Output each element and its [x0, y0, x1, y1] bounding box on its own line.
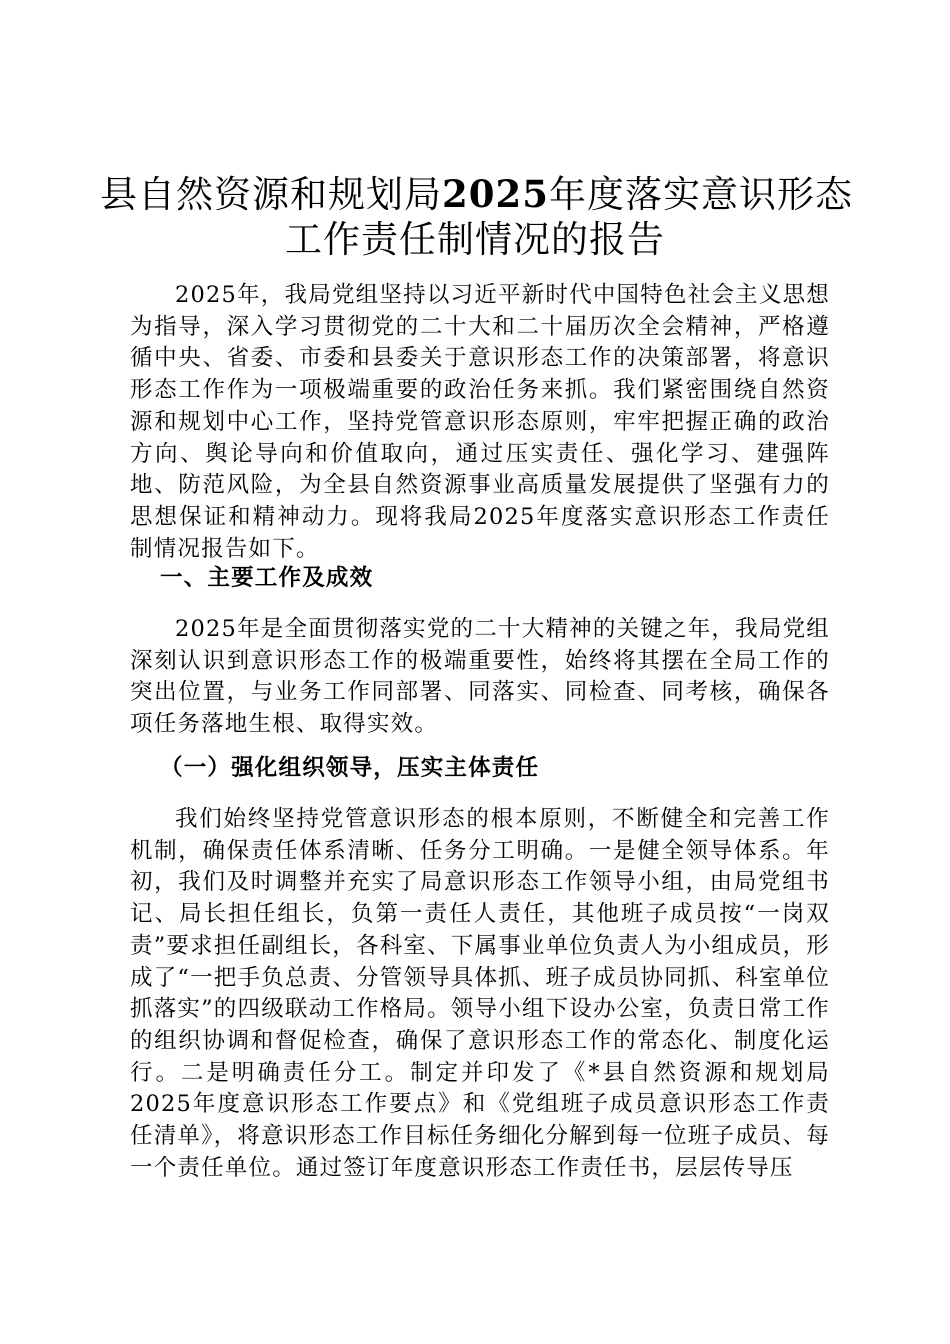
subsection-heading-organization: （一）强化组织领导，压实主体责任	[160, 755, 540, 781]
section-1-paragraph: 2025年是全面贯彻落实党的二十大精神的关键之年，我局党组深刻认识到意识形态工作的极端重要性，始终将其摆在全局工作的突出位置，与业务工作同部署、同落实、同检查、同考核，确保各项任务落地生根、取得实效。	[130, 616, 830, 738]
title-year: 2025	[442, 172, 549, 216]
section-heading-main-work: 一、主要工作及成效	[160, 565, 374, 591]
title-prefix: 县自然资源和规划局	[100, 173, 442, 216]
subsection-1-paragraph: 我们始终坚持党管意识形态的根本原则，不断健全和完善工作机制，确保责任体系清晰、任务分工明确。一是健全领导体系。年初，我们及时调整并充实了局意识形态工作领导小组，由局党组书记、局长担任组长，负第一责任人责任，其他班子成员按“一岗双责”要求担任副组长，各科室、下属事业单位负责人为小组成员，形成了“一把手负总责、分管领导具体抓、班子成员协同抓、科室单位抓落实”的四级联动工作格局。领导小组下设办公室，负责日常工作的组织协调和督促检查，确保了意识形态工作的常态化、制度化运行。二是明确责任分工。制定并印发了《*县自然资源和规划局2025年度意识形态工作要点》和《党组班子成员意识形态工作责任清单》，将意识形态工作目标任务细化分解到每一位班子成员、每一个责任单位。通过签订年度意识形态工作责任书，层层传导压	[130, 806, 831, 1181]
intro-paragraph: 2025年，我局党组坚持以习近平新时代中国特色社会主义思想为指导，深入学习贯彻党的二十大和二十届历次全会精神，严格遵循中央、省委、市委和县委关于意识形态工作的决策部署，将意识形态工作作为一项极端重要的政治任务来抓。我们紧密围绕自然资源和规划中心工作，坚持党管意识形态原则，牢牢把握正确的政治方向、舆论导向和价值取向，通过压实责任、强化学习、建强阵地、防范风险，为全县自然资源事业高质量发展提供了坚强有力的思想保证和精神动力。现将我局2025年度落实意识形态工作责任制情况报告如下。	[130, 282, 830, 562]
document-title-line-2: 工作责任制情况的报告	[285, 218, 665, 261]
title-suffix: 年度落实意识形态	[548, 173, 853, 216]
